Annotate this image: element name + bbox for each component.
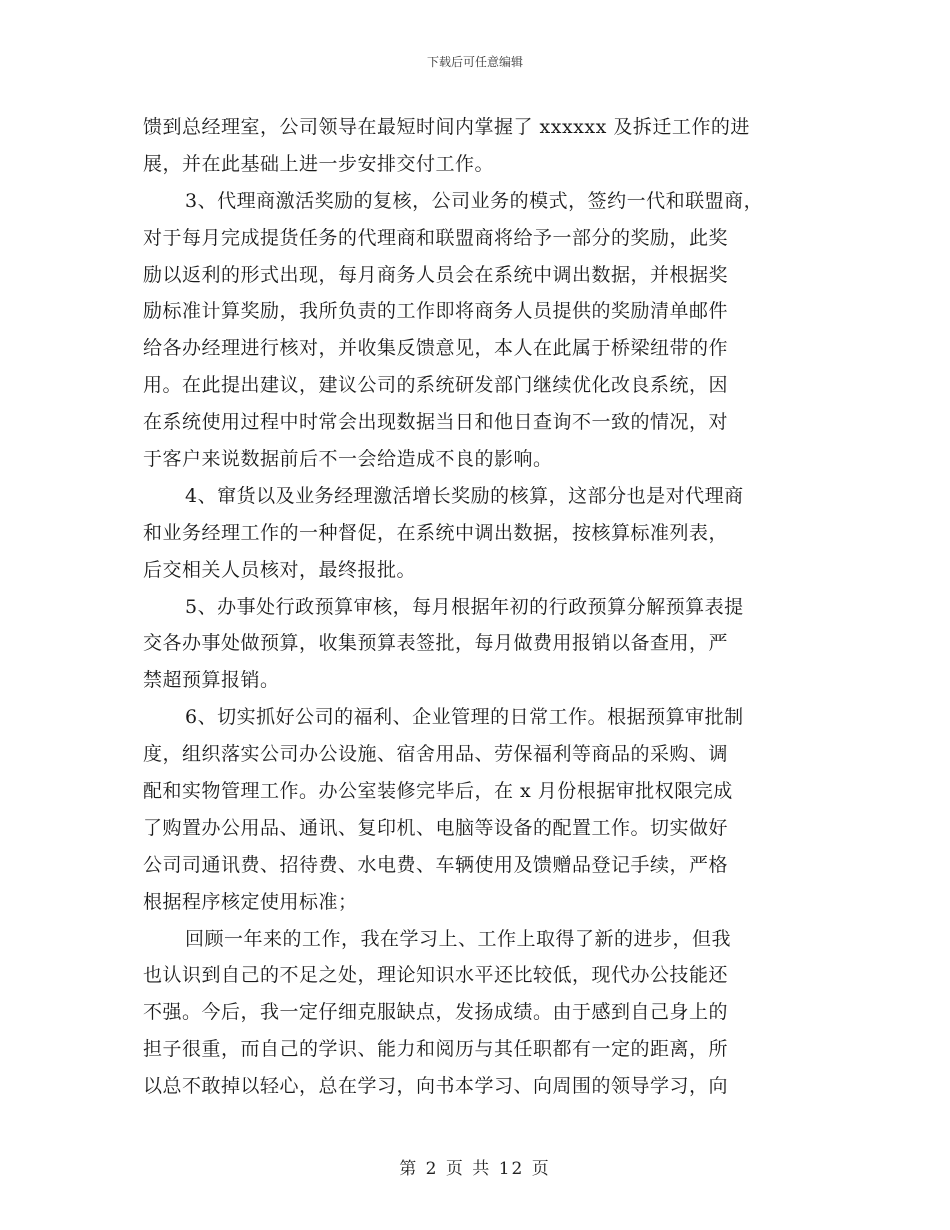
text-line: 公司司通讯费、招待费、水电费、车辆使用及馈赠品登记手续，严格 (143, 853, 729, 876)
page-header: 下载后可任意编辑 (426, 55, 523, 69)
text-line: 4、窜货以及业务经理激活增长奖励的核算，这部分也是对代理商 (185, 484, 744, 507)
text-line: 在系统使用过程中时常会出现数据当日和他日查询不一致的情况，对 (143, 411, 729, 434)
text-line: 于客户来说数据前后不一会给造成不良的影响。 (143, 448, 553, 471)
text-line: 馈到总经理室，公司领导在最短时间内掌握了 xxxxxx 及拆迁工作的进 (143, 116, 750, 138)
text-line: 禁超预算报销。 (143, 669, 280, 692)
text-line: 励标准计算奖励，我所负责的工作即将商务人员提供的奖励清单邮件 (143, 300, 729, 323)
text-line: 了购置办公用品、通讯、复印机、电脑等设备的配置工作。切实做好 (143, 816, 729, 839)
text-line: 交各办事处做预算，收集预算表签批，每月做费用报销以备查用，严 (143, 632, 729, 655)
text-line: 和业务经理工作的一种督促，在系统中调出数据，按核算标准列表， (143, 521, 729, 544)
text-line: 也认识到自己的不足之处，理论知识水平还比较低，现代办公技能还 (143, 964, 729, 987)
text-line: 用。在此提出建议，建议公司的系统研发部门继续优化改良系统，因 (143, 374, 729, 397)
text-line: 后交相关人员核对，最终报批。 (143, 558, 417, 581)
text-line: 5、办事处行政预算审核，每月根据年初的行政预算分解预算表提 (185, 595, 744, 618)
text-line: 配和实物管理工作。办公室装修完毕后，在 x 月份根据审批权限完成 (143, 780, 733, 803)
text-line: 给各办经理进行核对，并收集反馈意见，本人在此属于桥梁纽带的作 (143, 337, 729, 360)
page-footer: 第 2 页 共 12 页 (399, 1159, 551, 1179)
text-line: 回顾一年来的工作，我在学习上、工作上取得了新的进步，但我 (185, 927, 732, 950)
text-line: 对于每月完成提货任务的代理商和联盟商将给予一部分的奖励，此奖 (143, 226, 729, 249)
text-line: 励以返利的形式出现，每月商务人员会在系统中调出数据，并根据奖 (143, 263, 729, 286)
text-line: 6、切实抓好公司的福利、企业管理的日常工作。根据预算审批制 (185, 706, 744, 729)
text-line: 以总不敢掉以轻心，总在学习，向书本学习、向周围的领导学习，向 (143, 1075, 729, 1098)
text-line: 不强。今后，我一定仔细克服缺点，发扬成绩。由于感到自己身上的 (143, 1001, 729, 1024)
text-line: 根据程序核定使用标准； (143, 890, 358, 913)
text-line: 度，组织落实公司办公设施、宿舍用品、劳保福利等商品的采购、调 (143, 743, 729, 766)
text-line: 3、代理商激活奖励的复核，公司业务的模式，签约一代和联盟商， (185, 189, 764, 212)
document-body (143, 109, 843, 1105)
text-line: 担子很重，而自己的学识、能力和阅历与其任职都有一定的距离，所 (143, 1038, 729, 1061)
text-line: 展，并在此基础上进一步安排交付工作。 (143, 152, 495, 175)
